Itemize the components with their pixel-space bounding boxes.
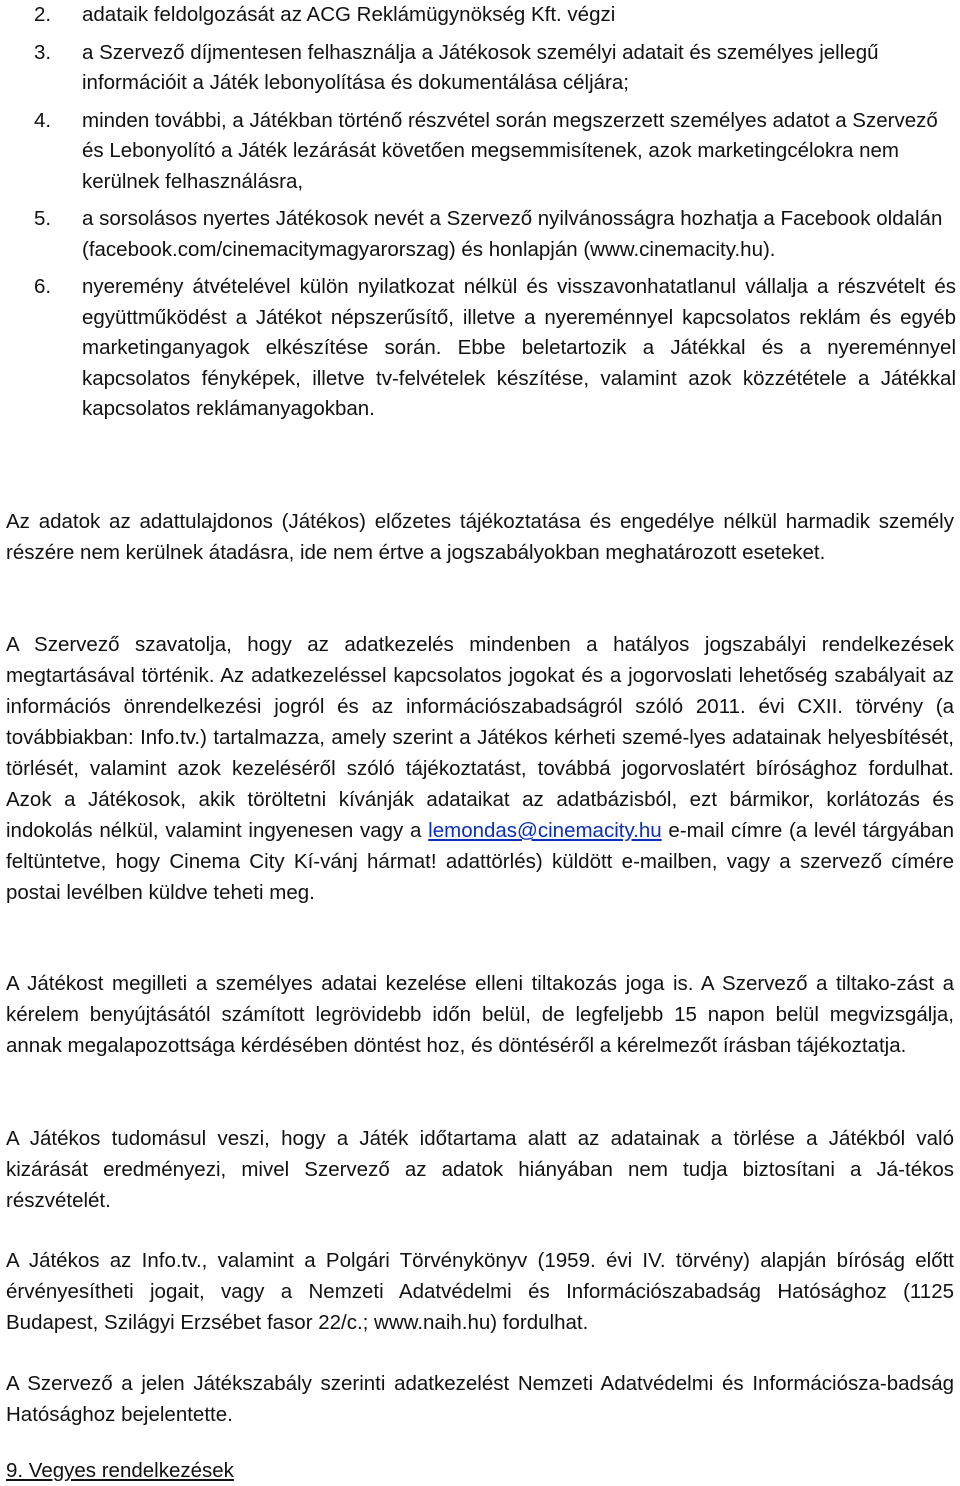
list-text: adataik feldolgozását az ACG Reklámügynökség Kft. végzi (82, 3, 616, 26)
paragraph-registration: A Szervező a jelen Játékszabály szerinti adatkezelést Nemzeti Adatvédelmi és Információsza-badság Hatósághoz bejelentette. (6, 1372, 954, 1426)
list-item (6, 106, 956, 198)
paragraph-deletion: A Játékos tudomásul veszi, hogy a Játék időtartama alatt az adatainak a törlése a Játékból való kizárását eredményezi, mivel Szervező az adatok hiányában nem tudja biztosítani a Já-tékos részvételét. (6, 1127, 954, 1212)
list-text: minden további, a Játékban történő részvétel során megszerzett személyes adatot a Szervező és Lebonyolító a Játék lezárását követően megsemmisítenek, azok marketingcélokra nem kerülnek felhasználásra, (82, 108, 938, 193)
list-number: 5. (34, 207, 52, 230)
paragraph-legal-remedy: A Játékos az Info.tv., valamint a Polgári Törvénykönyv (1959. évi IV. törvény) alapján bíróság előtt érvényesítheti jogait, vagy a Nemzeti Adatvédelmi és Információszabadság Hatósághoz (1125 Budapest, Szilágyi Erzsébet fasor 22/c.; www.naih.hu) fordulhat. (6, 1249, 954, 1334)
paragraph-objection: A Játékost megilleti a személyes adatai kezelése elleni tiltakozás joga is. A Szervező a tiltako-zást a kérelem benyújtásától számított legrövidebb időn belül, de legfeljebb 15 napon belül megvizsgálja, annak megalapozottsága kérdésében döntést hoz, és döntéséről a kérelmezőt írásban tájékoztatja. (6, 972, 954, 1057)
list-item (6, 272, 956, 425)
section-heading: 9. Vegyes rendelkezések (6, 1459, 234, 1482)
list-text: nyeremény átvételével külön nyilatkozat nélkül és visszavonhatatlanul vállalja a részvételt és együttműködést a Játékot népszerűsítő, illetve a nyereménnyel kapcsolatos reklám és egyéb marketinganyagok elkészítése során. Ebbe beletartozik a Játékkal és a nyereménnyel kapcsolatos fényképek, illetve tv-felvételek készítése, valamint azok közzététele a Játékkal kapcsolatos reklámanyagokban. (82, 275, 956, 420)
data-handling-list (6, 0, 956, 432)
list-item (6, 0, 956, 31)
list-item (6, 204, 956, 265)
list-number: 3. (34, 40, 52, 64)
paragraph-data-rights (6, 629, 954, 908)
paragraph-text: e-mail címre (a levél tárgyában feltüntetve, hogy Cinema City Kí-vánj hármat! adattörlés) küldött e-mailben, vagy a szervező címére postai levélben küldve teheti meg. (6, 819, 954, 904)
paragraph-text: A Szervező szavatolja, hogy az adatkezelés mindenben a hatályos jogszabályi rendelkezések megtartásával történik. Az adatkezeléssel kapcsolatos jogokat és a jogorvoslati lehetőség szabályait az információs önrendelkezési jogról és az információszabadságról szóló 2011. évi CXII. törvény (a továbbiakban: Info.tv.) tartalmazza, amely szerint a Játékos kérheti szemé-lyes adatainak helyesbítését, törlését, valamint azok kezeléséről szóló tájékoztatást, továbbá jogorvoslatért bírósághoz fordulhat. Azok a Játékosok, akik töröltetni kívánják adataikat az adatbázisból, ezt bármikor, korlátozás és indokolás nélkül, valamint ingyenesen vagy a (6, 633, 954, 842)
list-number: 2. (34, 3, 52, 26)
unsubscribe-email-link[interactable]: lemondas@cinemacity.hu (428, 819, 662, 842)
list-number: 6. (34, 275, 52, 298)
list-item (6, 38, 956, 99)
paragraph-third-party: Az adatok az adattulajdonos (Játékos) előzetes tájékoztatása és engedélye nélkül harmadik személy részére nem kerülnek átadásra, ide nem értve a jogszabályokban meghatározott eseteket. (6, 510, 954, 564)
list-text: a Szervező díjmentesen felhasználja a Játékosok személyi adatait és személyes jellegű információit a Játék lebonyolítása és dokumentálása céljára; (82, 40, 879, 94)
list-text: a sorsolásos nyertes Játékosok nevét a Szervező nyilvánosságra hozhatja a Facebook oldalán (facebook.com/cinemacitymagyarorszag) és honlapján (www.cinemacity.hu). (82, 207, 943, 261)
list-number: 4. (34, 108, 52, 132)
